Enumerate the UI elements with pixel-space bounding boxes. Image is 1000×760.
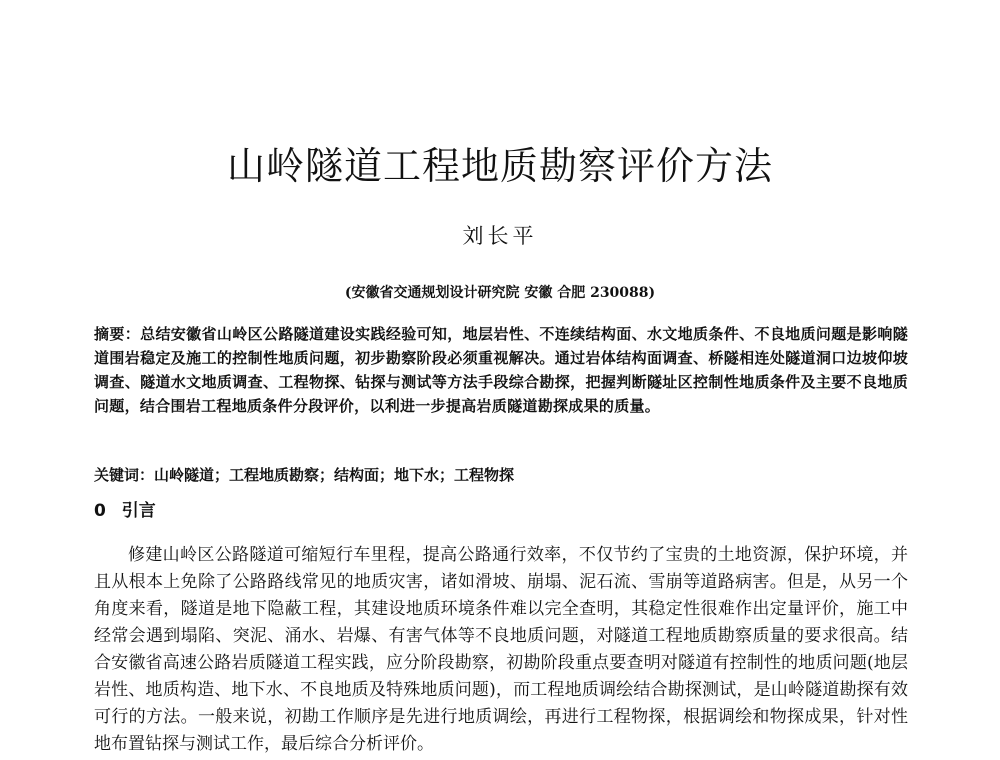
abstract-paragraph: 摘要：总结安徽省山岭区公路隧道建设实践经验可知，地层岩性、不连续结构面、水文地质条件、不良地质问题是影响隧道围岩稳定及施工的控制性地质问题，初步勘察阶段必须重视解决。通过岩体结构面调查、桥隧相连处隧道洞口边坡仰坡调查、隧道水文地质调查、工程物探、钻探与测试等方法手段综合勘探，把握判断隧址区控制性地质条件及主要不良地质问题，结合围岩工程地质条件分段评价，以利进一步提高岩质隧道勘探成果的质量。 bbox=[94, 325, 908, 415]
section-heading-introduction bbox=[94, 499, 156, 523]
author-affiliation: (安徽省交通规划设计研究院 安徽 合肥 230088) bbox=[344, 285, 656, 301]
section-title: 引言 bbox=[121, 501, 156, 521]
paper-title: 山岭隧道工程地质勘察评价方法 bbox=[226, 144, 773, 188]
keywords-line: 关键词：山岭隧道；工程地质勘察；结构面；地下水；工程物探 bbox=[94, 466, 515, 484]
author-name: 刘长平 bbox=[462, 224, 538, 248]
introduction-paragraph: 修建山岭区公路隧道可缩短行车里程，提高公路通行效率，不仅节约了宝贵的土地资源，保护环境，并且从根本上免除了公路路线常见的地质灾害，诸如滑坡、崩塌、泥石流、雪崩等道路病害。但是，从另一个角度来看，隧道是地下隐蔽工程，其建设地质环境条件难以完全查明，其稳定性很难作出定量评价，施工中经常会遇到塌陷、突泥、涌水、岩爆、有害气体等不良地质问题，对隧道工程地质勘察质量的要求很高。结合安徽省高速公路岩质隧道工程实践，应分阶段勘察，初勘阶段重点要查明对隧道有控制性的地质问题(地层岩性、地质构造、地下水、不良地质及特殊地质问题)，而工程地质调绘结合勘探测试，是山岭隧道勘探有效可行的方法。一般来说，初勘工作顺序是先进行地质调绘，再进行工程物探，根据调绘和物探成果，针对性地布置钻探与测试工作，最后综合分析评价。 bbox=[94, 545, 908, 754]
section-number: 0 bbox=[94, 501, 106, 521]
